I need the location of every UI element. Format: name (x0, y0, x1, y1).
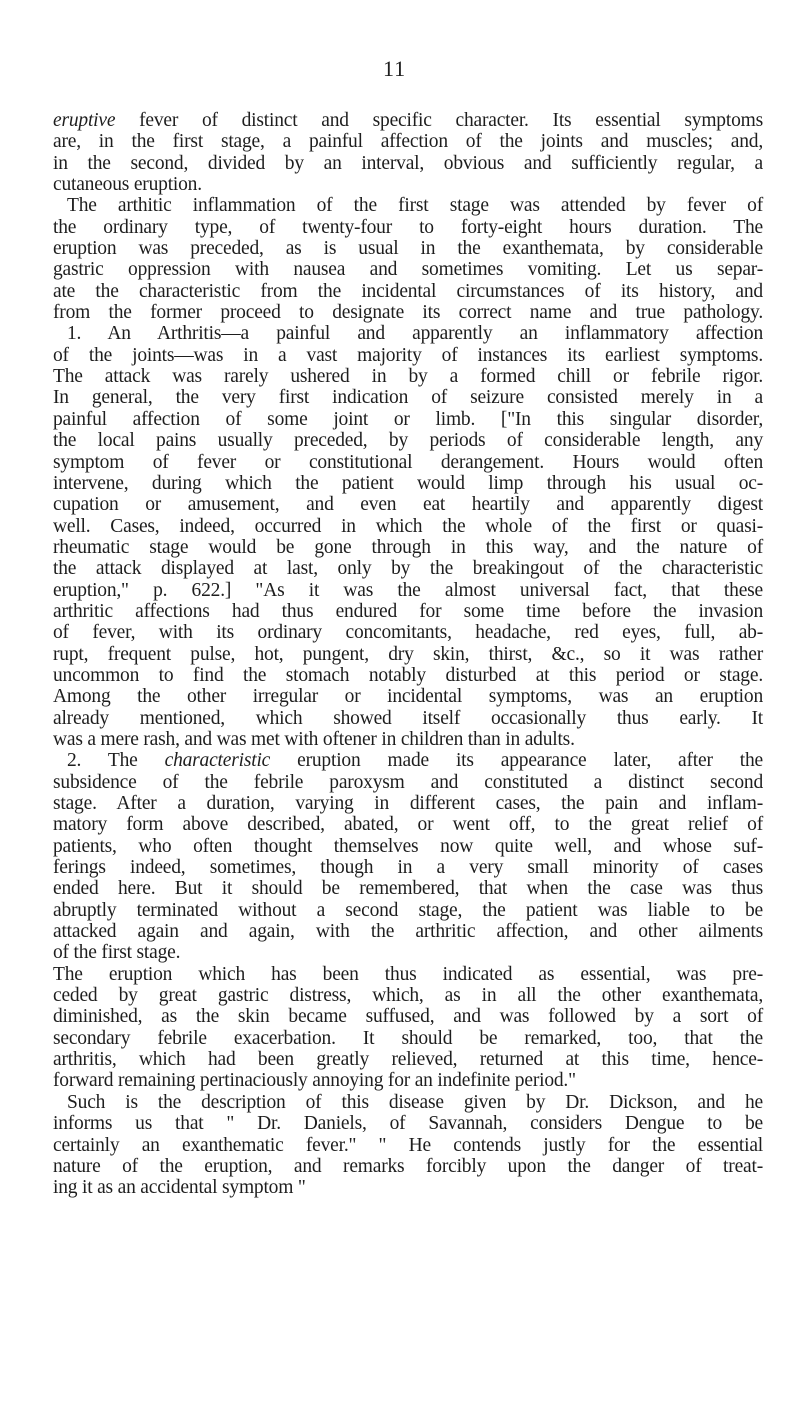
text-line: was a mere rash, and was met with oftener in children than in adults. (53, 728, 575, 750)
text-line: the ordinary type, of twenty-four to forty-eight hours duration. The (53, 216, 763, 238)
text-line: arthritis, which had been greatly relieved, returned at this time, hence- (53, 1049, 763, 1071)
page-number: 11 (383, 56, 407, 81)
text-line: certainly an exanthematic fever." " He contends justly for the essential (53, 1134, 763, 1156)
text-line: painful affection of some joint or limb. ["In this singular disorder, (53, 408, 763, 430)
text-line: 1. An Arthritis—a painful and apparently an inflammatory affection (67, 323, 763, 345)
text-line: in the second, divided by an interval, obvious and sufficiently regular, a (53, 152, 763, 174)
text-line: the attack displayed at last, only by the breakingout of the characteristic (53, 558, 763, 580)
text-line: stage. After a duration, varying in different cases, the pain and inflam- (53, 793, 763, 814)
text-line: are, in the first stage, a painful affection of the joints and muscles; and, (53, 131, 763, 153)
text-line: abruptly terminated without a second stage, the patient was liable to be (53, 899, 763, 921)
text-line: the local pains usually preceded, by periods of considerable length, any (53, 430, 763, 452)
text-line: ferings indeed, sometimes, though in a very small minority of cases (53, 857, 763, 879)
text-line: eruptive fever of distinct and specific character. Its essential symptoms (53, 110, 763, 131)
text-line: cutaneous eruption. (53, 174, 202, 196)
text-line: forward remaining pertinaciously annoying for an indefinite period." (53, 1070, 576, 1092)
text-line: ing it as an accidental symptom " (53, 1177, 306, 1199)
text-line: uncommon to find the stomach notably disturbed at this period or stage. (53, 664, 763, 686)
text-line: intervene, during which the patient would limp through his usual oc- (53, 472, 763, 494)
text-line: gastric oppression with nausea and sometimes vomiting. Let us separ- (53, 259, 763, 281)
text-line: secondary febrile exacerbation. It should be remarked, too, that the (53, 1027, 763, 1049)
text-line: well. Cases, indeed, occurred in which the whole of the first or quasi- (53, 515, 763, 537)
text-line: arthritic affections had thus endured for some time before the invasion (53, 600, 763, 622)
text-line: The eruption which has been thus indicated as essential, was pre- (53, 963, 763, 985)
text-line: 2. The characteristic eruption made its appearance later, after the (67, 750, 763, 772)
text-line: ended here. But it should be remembered, that when the case was thus (53, 878, 763, 900)
text-line: rheumatic stage would be gone through in this way, and the nature of (53, 536, 763, 558)
text-line: diminished, as the skin became suffused, and was followed by a sort of (53, 1006, 763, 1028)
text-line: Among the other irregular or incidental symptoms, was an eruption (53, 686, 763, 708)
text-line: nature of the eruption, and remarks forcibly upon the danger of treat- (53, 1155, 763, 1177)
text-line: from the former proceed to designate its correct name and true pathology. (53, 302, 763, 324)
text-line: of fever, with its ordinary concomitants, headache, red eyes, full, ab- (53, 622, 763, 644)
text-line: of the first stage. (53, 942, 181, 964)
text-line: symptom of fever or constitutional derangement. Hours would often (53, 451, 763, 473)
text-line: of the joints—was in a vast majority of instances its earliest symptoms. (53, 344, 763, 366)
text-line: cupation or amusement, and even eat heartily and apparently digest (53, 494, 763, 516)
text-line: The arthitic inflammation of the first stage was attended by fever of (67, 195, 763, 217)
text-line: subsidence of the febrile paroxysm and constituted a distinct second (53, 771, 763, 793)
text-line: patients, who often thought themselves now quite well, and whose suf- (53, 835, 763, 857)
text-line: ceded by great gastric distress, which, as in all the other exanthemata, (53, 985, 763, 1007)
text-line: attacked again and again, with the arthritic affection, and other ailments (53, 921, 763, 943)
text-line: matory form above described, abated, or went off, to the great relief of (53, 814, 763, 836)
text-line: eruption was preceded, as is usual in the exanthemata, by considerable (53, 238, 763, 260)
text-line: already mentioned, which showed itself occasionally thus early. It (53, 707, 763, 729)
text-line: rupt, frequent pulse, hot, pungent, dry skin, thirst, &c., so it was rather (53, 643, 763, 665)
text-line: The attack was rarely ushered in by a formed chill or febrile rigor. (53, 366, 763, 388)
text-line: informs us that " Dr. Daniels, of Savannah, considers Dengue to be (53, 1113, 763, 1135)
text-line: eruption," p. 622.] "As it was the almost universal fact, that these (53, 579, 763, 601)
body-text (53, 110, 763, 1199)
text-line: ate the characteristic from the incidental circumstances of its history, and (53, 280, 763, 302)
text-line: In general, the very first indication of seizure consisted merely in a (53, 387, 763, 409)
text-line: Such is the description of this disease given by Dr. Dickson, and he (67, 1091, 763, 1113)
